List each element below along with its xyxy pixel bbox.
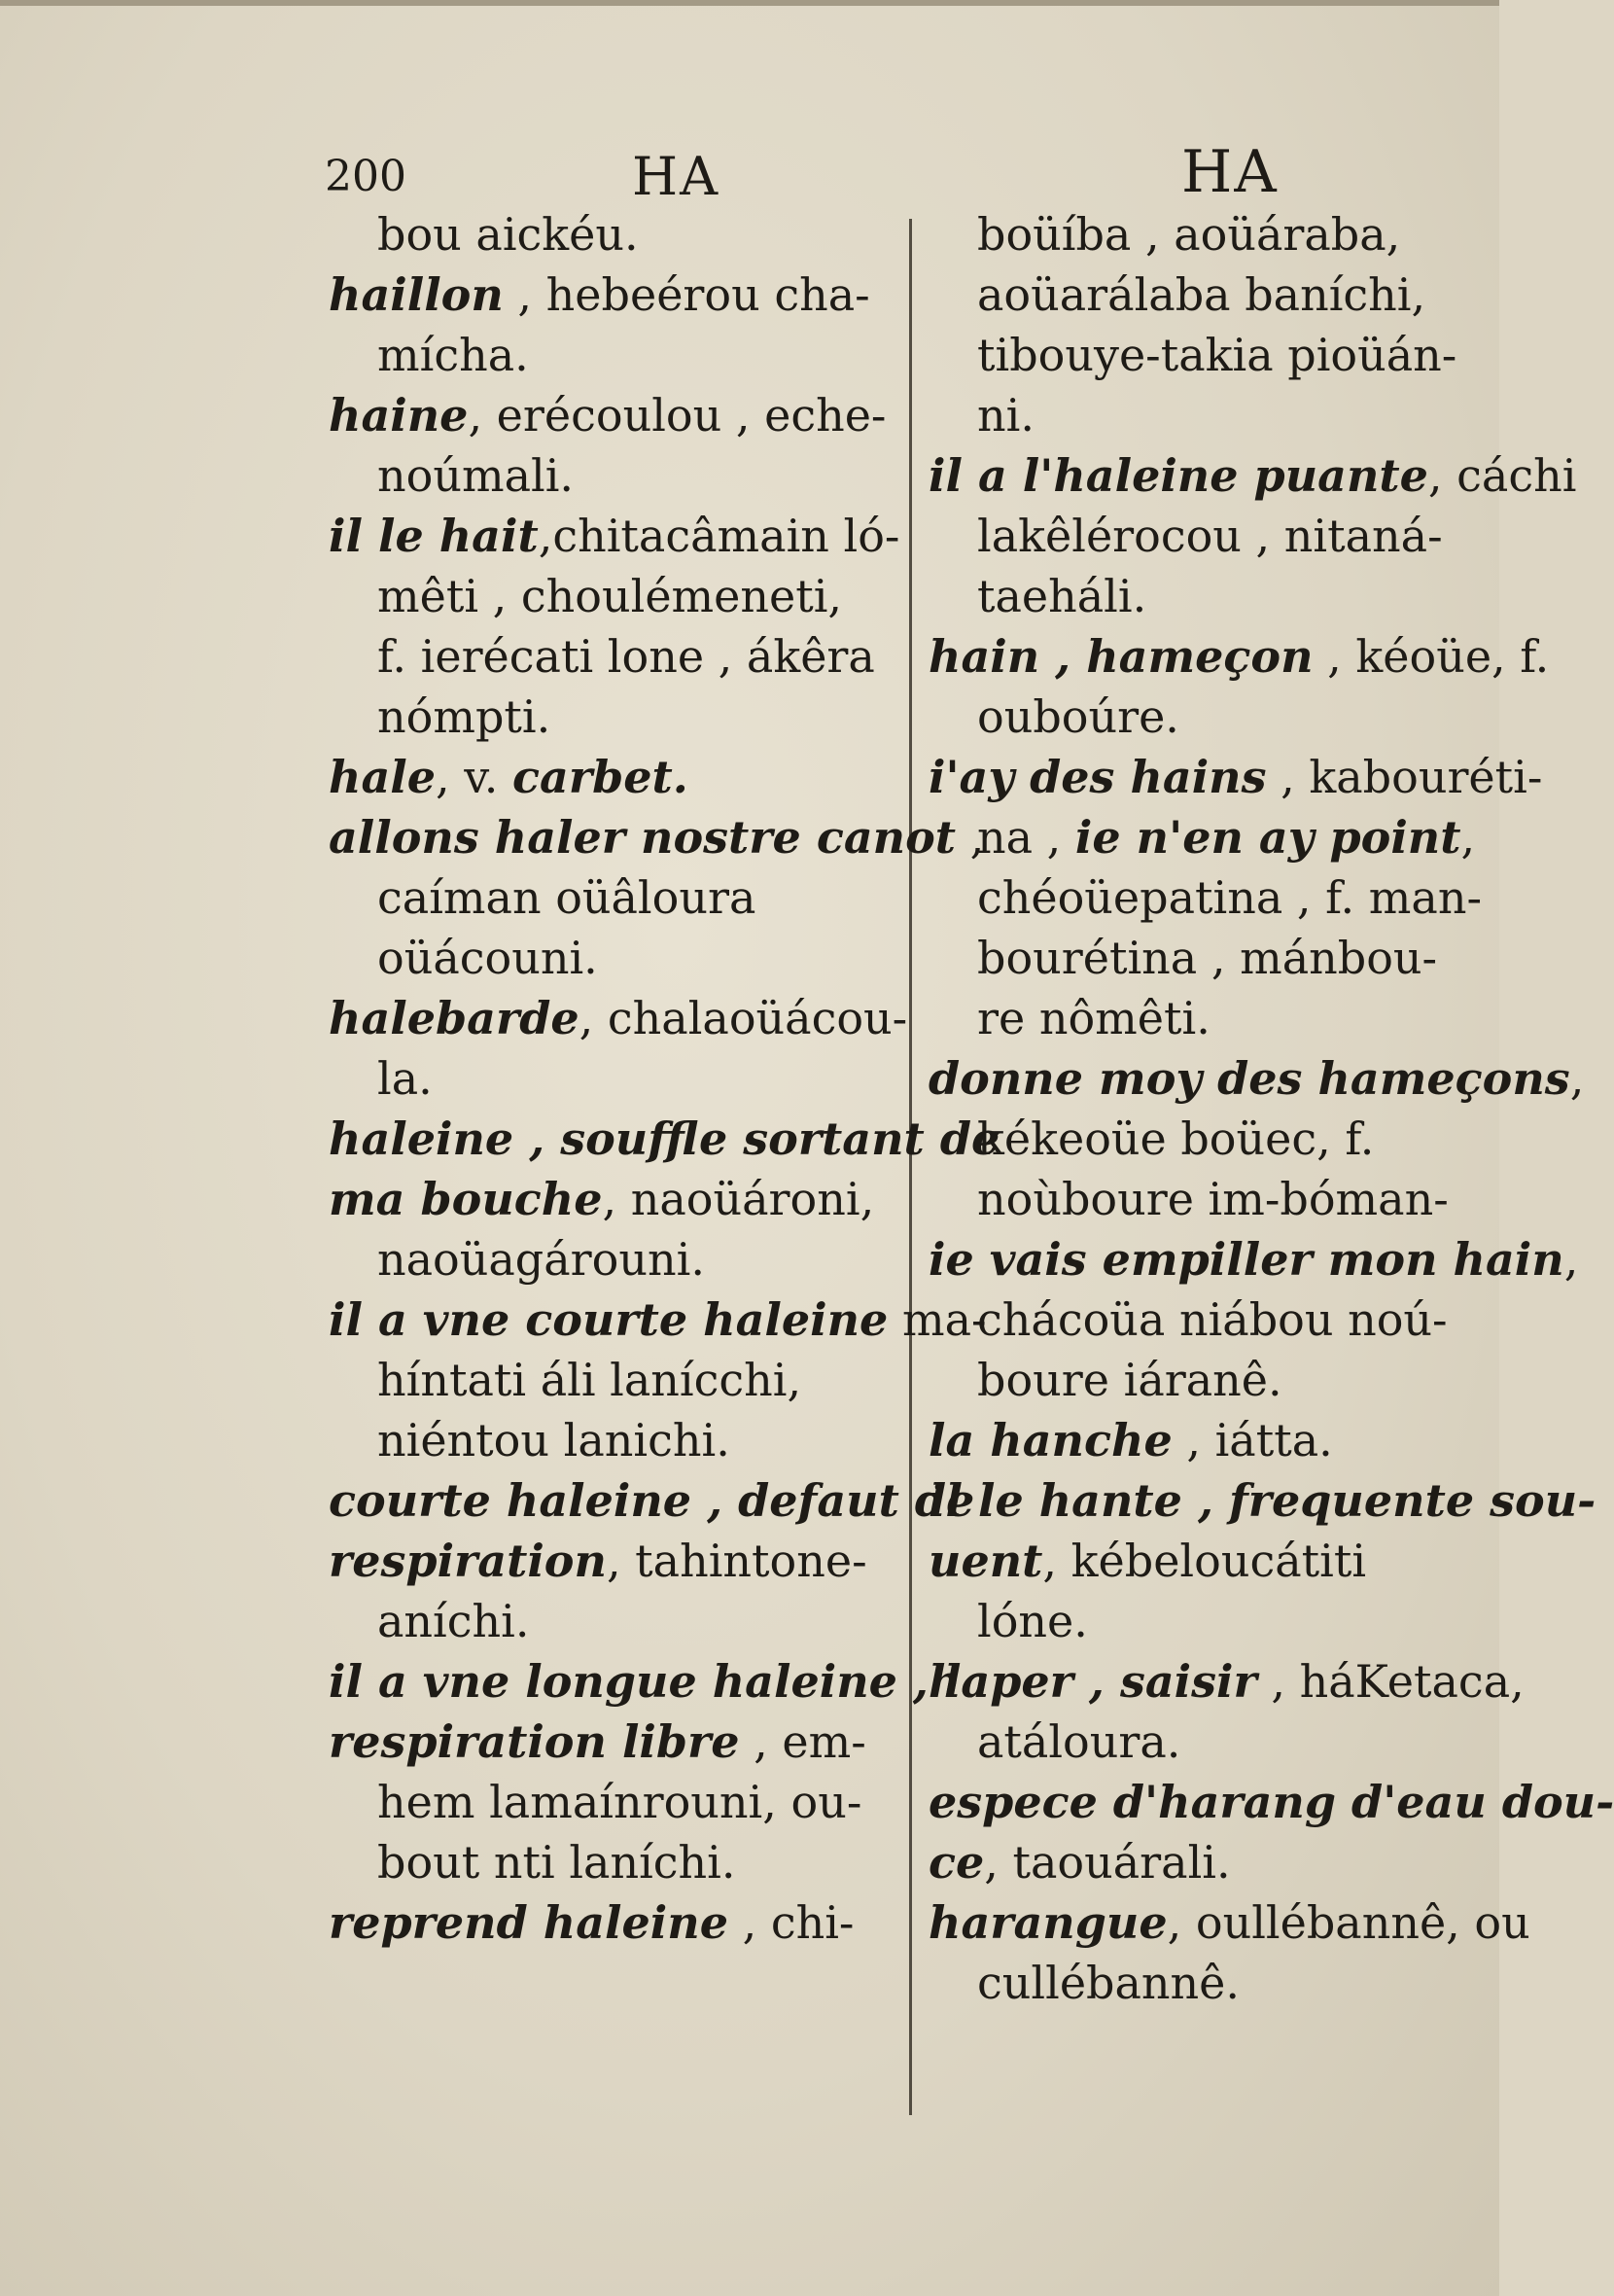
carib-text: , <box>1460 811 1476 864</box>
dictionary-line <box>929 1892 1530 1953</box>
dictionary-line <box>329 265 902 325</box>
french-headword: il le hante , frequente sou- <box>929 1474 1596 1527</box>
carib-text: , iátta. <box>1172 1414 1333 1466</box>
french-headword: ce <box>929 1836 985 1889</box>
dictionary-line <box>329 1470 975 1531</box>
dictionary-line <box>329 928 902 988</box>
dictionary-line <box>329 204 902 265</box>
dictionary-line <box>329 445 902 506</box>
french-headword: ma bouche <box>329 1173 603 1225</box>
french-headword: reprend haleine <box>329 1896 728 1949</box>
carib-text: , <box>956 811 985 864</box>
french-headword: allons haler nostre canot <box>329 811 957 864</box>
carib-text: ma- <box>888 1293 987 1346</box>
dictionary-line <box>329 1712 902 1772</box>
french-headword: haillon <box>329 268 504 321</box>
carib-text: naoüagárouni. <box>377 1233 705 1286</box>
dictionary-line <box>929 1350 1483 1410</box>
dictionary-line <box>929 445 1577 506</box>
french-headword: uent <box>929 1535 1043 1587</box>
dictionary-line <box>929 1772 1614 1832</box>
page-top-edge <box>0 0 1499 6</box>
french-headword: il a vne courte haleine <box>329 1293 889 1346</box>
column-divider <box>909 219 912 2115</box>
dictionary-line <box>929 1531 1483 1591</box>
carib-text: cullébannê. <box>977 1957 1241 2009</box>
french-headword: ie n'en ay point <box>1074 811 1461 864</box>
carib-text: tibouye-takia pioüán- <box>977 329 1457 381</box>
right-column-heading: HA <box>1181 138 1279 206</box>
dictionary-line <box>929 1832 1483 1892</box>
carib-text: , <box>1563 1233 1579 1286</box>
dictionary-line <box>929 265 1483 325</box>
dictionary-line <box>929 1591 1483 1651</box>
dictionary-line <box>329 988 908 1048</box>
dictionary-line <box>929 204 1483 265</box>
french-headword: il a l'haleine puante <box>929 449 1428 502</box>
carib-text: f. ierécati lone , ákêra <box>377 630 875 683</box>
carib-text: hem lamaínrouni, ou- <box>377 1776 862 1828</box>
carib-text: boure iáranê. <box>977 1354 1282 1406</box>
french-headword: ie vais empiller mon hain <box>929 1233 1564 1286</box>
page-number: 200 <box>325 152 406 201</box>
dictionary-line <box>329 626 902 687</box>
dictionary-line <box>329 325 902 385</box>
carib-text: la. <box>377 1052 433 1105</box>
carib-text: , kéoüe, f. <box>1313 630 1550 683</box>
french-headword: courte haleine , defaut de <box>329 1474 975 1527</box>
carib-text: nómpti. <box>377 690 551 743</box>
carib-text: chéoüepatina , f. man- <box>977 871 1482 924</box>
carib-text: , kabouréti- <box>1266 751 1543 803</box>
carib-text: boüíba , aoüáraba, <box>977 208 1401 261</box>
carib-text: taeháli. <box>977 570 1147 622</box>
dictionary-line <box>929 1410 1483 1470</box>
french-headword: harangue <box>929 1896 1168 1949</box>
carib-text: , chalaoüácou- <box>579 992 908 1044</box>
carib-text: caíman oüâloura <box>377 871 756 924</box>
carib-text: noùboure im-bóman- <box>977 1173 1449 1225</box>
dictionary-line <box>329 1651 991 1712</box>
dictionary-line <box>929 1229 1579 1289</box>
carib-text: , oullébannê, ou <box>1167 1896 1530 1949</box>
carib-text: , háKetaca, <box>1256 1655 1525 1708</box>
dictionary-line <box>929 747 1543 807</box>
carib-text: , taouárali. <box>984 1836 1231 1889</box>
carib-text: bou aickéu. <box>377 208 639 261</box>
carib-text: noúmali. <box>377 449 575 502</box>
french-headword: respiration libre <box>329 1715 740 1768</box>
dictionary-line <box>929 1289 1483 1350</box>
carib-text: atáloura. <box>977 1715 1181 1768</box>
carib-text: aníchi. <box>377 1595 530 1647</box>
carib-text: bout nti laníchi. <box>377 1836 736 1889</box>
dictionary-line <box>329 807 985 867</box>
dictionary-line <box>929 1169 1483 1229</box>
carib-text: chácoüa niábou noú- <box>977 1293 1448 1346</box>
carib-text: , tahintone- <box>606 1535 867 1587</box>
carib-text: mícha. <box>377 329 529 381</box>
carib-text: aoüarálaba baníchi, <box>977 268 1426 321</box>
dictionary-line <box>329 1410 902 1470</box>
dictionary-line <box>929 928 1483 988</box>
french-headword: il le hait <box>329 510 539 562</box>
carib-text: , naoüároni, <box>602 1173 875 1225</box>
dictionary-line <box>329 385 902 445</box>
right-column <box>929 204 1614 2013</box>
dictionary-line <box>329 867 902 928</box>
carib-text: lakêlérocou , nitaná- <box>977 510 1443 562</box>
carib-text: ouboúre. <box>977 690 1179 743</box>
carib-text: niéntou lanichi. <box>377 1414 730 1466</box>
dictionary-line <box>329 1350 902 1410</box>
carib-text: , chi- <box>727 1896 855 1949</box>
carib-text: kékeoüe boüec, f. <box>977 1113 1375 1165</box>
french-headword: espece d'harang d'eau dou- <box>929 1776 1614 1828</box>
french-headword: respiration <box>329 1535 607 1587</box>
dictionary-line <box>329 1169 902 1229</box>
carib-text: oüácouni. <box>377 932 598 984</box>
carib-text: na , <box>977 811 1075 864</box>
french-headword: il a vne longue haleine , la <box>329 1655 991 1708</box>
dictionary-line <box>929 1048 1585 1109</box>
french-headword: haleine , souffle sortant de <box>329 1113 1000 1165</box>
carib-text: , kébeloucátiti <box>1042 1535 1367 1587</box>
dictionary-line <box>329 506 902 566</box>
dictionary-line <box>329 1048 902 1109</box>
dictionary-line <box>329 1109 1000 1169</box>
dictionary-line <box>929 566 1483 626</box>
dictionary-line <box>329 1832 902 1892</box>
carib-text: lóne. <box>977 1595 1088 1647</box>
french-headword: hale <box>329 751 436 803</box>
dictionary-line <box>329 687 902 747</box>
dictionary-line <box>929 1651 1525 1712</box>
dictionary-line <box>329 1289 987 1350</box>
dictionary-line <box>329 1531 902 1591</box>
carib-text: re nômêti. <box>977 992 1210 1044</box>
dictionary-line <box>329 1591 902 1651</box>
dictionary-line <box>929 867 1483 928</box>
dictionary-line <box>929 1470 1596 1531</box>
dictionary-line <box>929 325 1483 385</box>
carib-text: , v. <box>436 751 513 803</box>
french-headword: haper , saisir <box>929 1655 1257 1708</box>
left-column-heading: HA <box>632 146 720 207</box>
french-headword: donne moy des hameçons <box>929 1052 1570 1105</box>
french-headword: la hanche <box>929 1414 1173 1466</box>
carib-text: , cáchi <box>1427 449 1577 502</box>
carib-text: , em- <box>739 1715 866 1768</box>
carib-text: mêti , choulémeneti, <box>377 570 843 622</box>
dictionary-line <box>929 1109 1483 1169</box>
carib-text: , erécoulou , eche- <box>468 389 887 442</box>
dictionary-line <box>929 988 1483 1048</box>
dictionary-line <box>329 1892 902 1953</box>
dictionary-line <box>929 807 1483 867</box>
dictionary-line <box>329 1229 902 1289</box>
dictionary-line <box>929 506 1483 566</box>
dictionary-line <box>929 687 1483 747</box>
dictionary-line <box>929 1712 1483 1772</box>
dictionary-line <box>329 566 902 626</box>
carib-text: bourétina , mánbou- <box>977 932 1438 984</box>
carib-text: ni. <box>977 389 1035 442</box>
dictionary-line <box>329 1772 902 1832</box>
carib-text: , hebeérou cha- <box>503 268 870 321</box>
dictionary-line <box>329 747 902 807</box>
running-header <box>0 138 1499 207</box>
carib-text: híntati áli lanícchi, <box>377 1354 802 1406</box>
dictionary-line <box>929 1953 1483 2013</box>
french-headword: hain , hameçon <box>929 630 1314 683</box>
french-headword: haine <box>329 389 469 442</box>
french-headword: i'ay des hains <box>929 751 1267 803</box>
carib-text: ,chitacâmain ló- <box>538 510 900 562</box>
dictionary-line <box>929 385 1483 445</box>
french-headword: halebarde <box>329 992 579 1044</box>
french-headword: carbet. <box>512 751 688 803</box>
dictionary-line <box>929 626 1550 687</box>
carib-text: , <box>1569 1052 1585 1105</box>
